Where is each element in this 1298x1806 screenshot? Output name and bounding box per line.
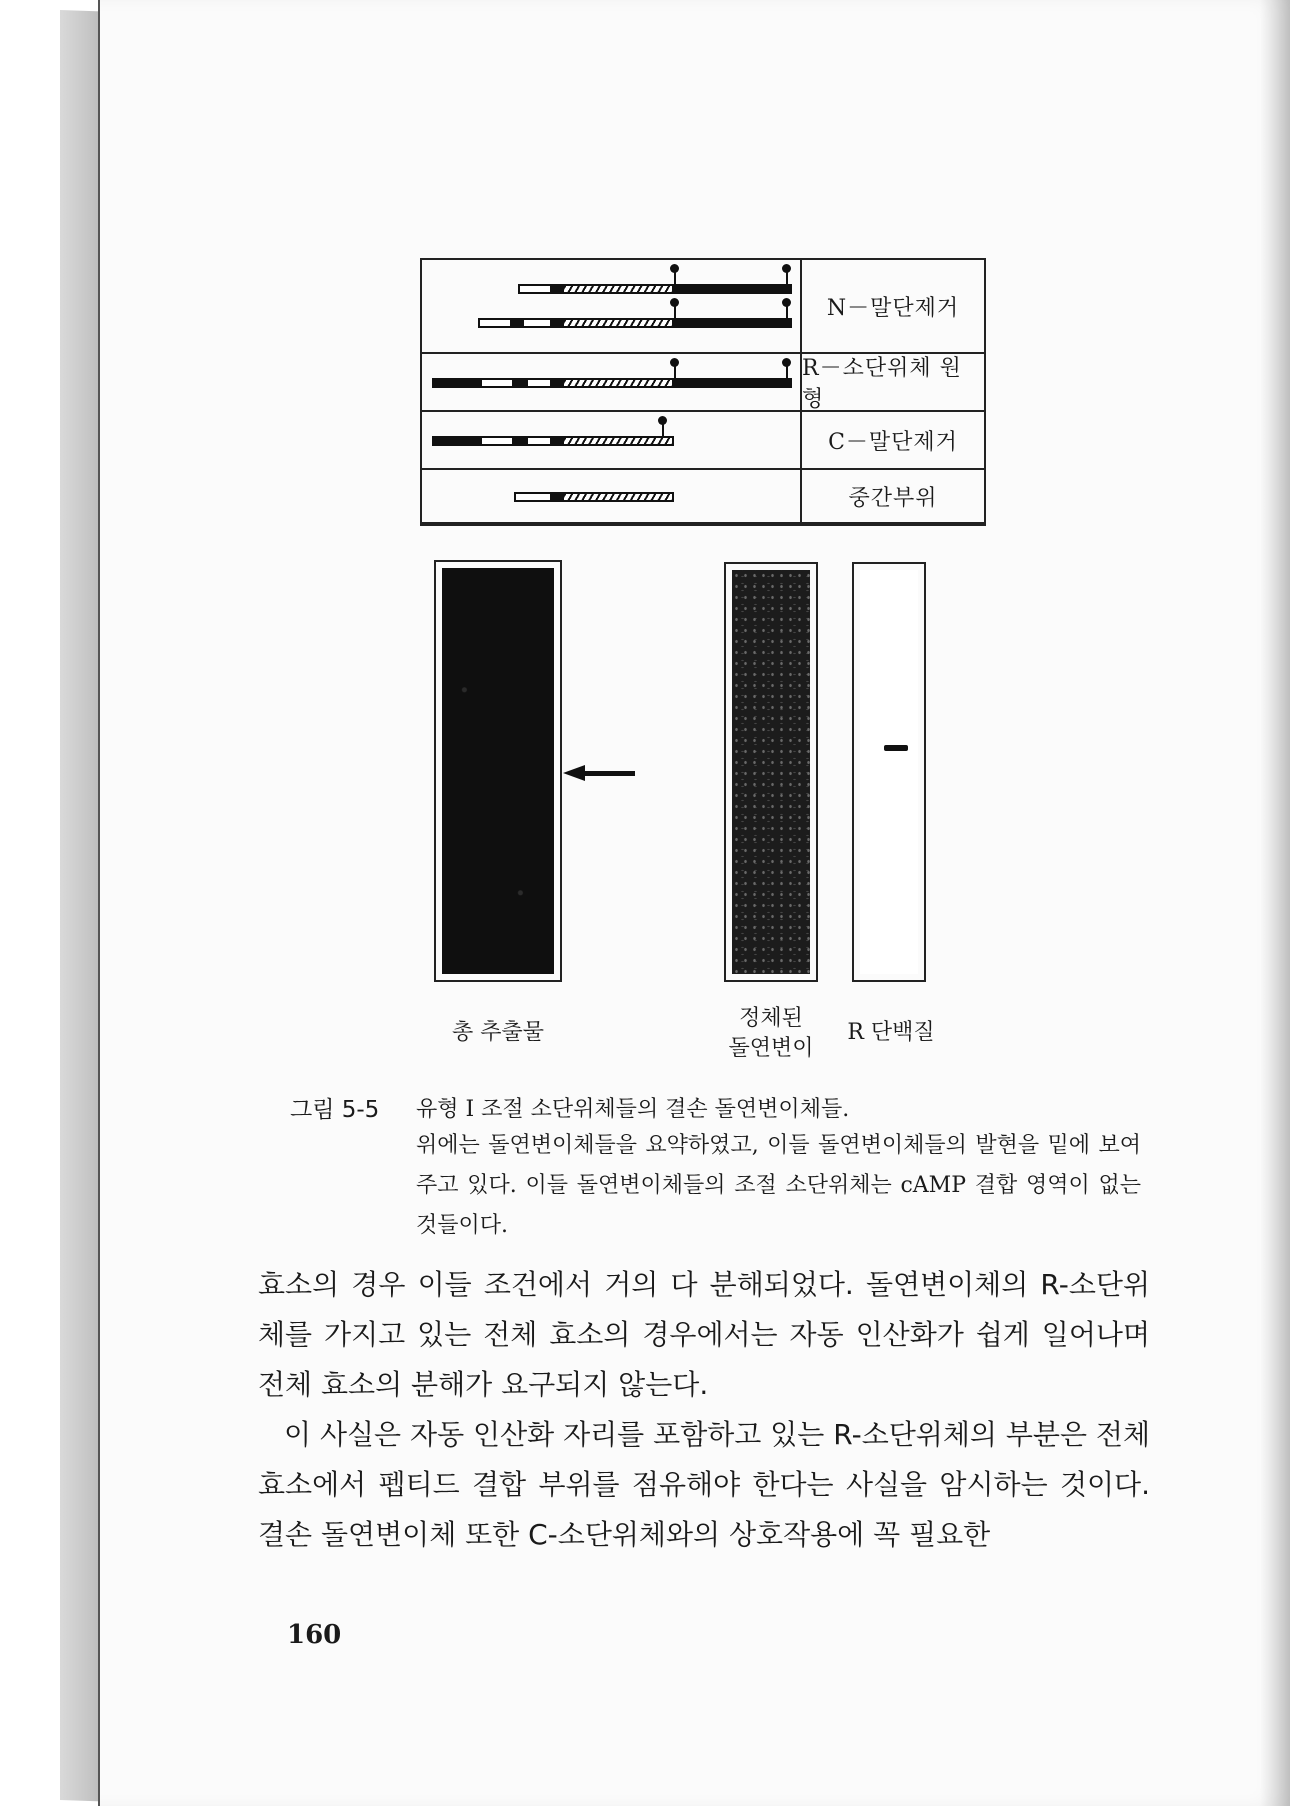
- band-arrow-icon: [563, 765, 635, 781]
- row-r-subunit-wildtype: [422, 354, 984, 412]
- protein-band: [884, 745, 908, 751]
- row-label: 중간부위: [848, 485, 938, 511]
- table-column-divider: [800, 260, 802, 524]
- page-number: 160: [287, 1620, 342, 1650]
- figure-number: 그림 5-5: [290, 1097, 380, 1123]
- paragraph: 이 사실은 자동 인산화 자리를 포함하고 있는 R-소단위체의 부분은 전체 효소에서 펩티드 결합 부위를 점유해야 한다는 사실을 암시하는 것이다. 결손 돌연변이체 또한 C-소단위체와의 상호작용에 꼭 필요한: [258, 1418, 1150, 1551]
- gel-purified-mutant: [724, 562, 818, 982]
- body-text: [258, 1260, 1150, 1560]
- row-label: R－소단위체 원형: [802, 356, 962, 412]
- figure-title: 유형 I 조절 소단위체들의 결손 돌연변이체들.: [416, 1097, 850, 1122]
- row-label: C－말단제거: [828, 429, 958, 455]
- row-n-terminal-deletion: [422, 260, 984, 354]
- row-c-terminal-deletion: [422, 412, 984, 470]
- figure-description: 위에는 돌연변이체들을 요약하였고, 이들 돌연변이체들의 발현을 밑에 보여주고 있다. 이들 돌연변이체들의 조절 소단위체는 cAMP 결합 영역이 없는 것들이다.: [416, 1133, 1141, 1238]
- gel-total-extract: [434, 560, 562, 982]
- mutant-summary-table: [420, 258, 986, 526]
- gel-r-protein: [852, 562, 926, 982]
- gel-label-total: 총 추출물: [451, 1020, 544, 1045]
- row-label: N－말단제거: [826, 295, 960, 321]
- gel-label-r-protein: R 단백질: [847, 1020, 935, 1045]
- page-gutter-shadow: [1260, 0, 1290, 1806]
- paragraph: 효소의 경우 이들 조건에서 거의 다 분해되었다. 돌연변이체의 R-소단위체를 가지고 있는 전체 효소의 경우에서는 자동 인산화가 쉽게 일어나며 전체 효소의 분해가 요구되지 않는다.: [258, 1268, 1150, 1401]
- row-middle-region: [422, 470, 984, 524]
- gel-label-purified: 정체된 돌연변이: [728, 1006, 814, 1061]
